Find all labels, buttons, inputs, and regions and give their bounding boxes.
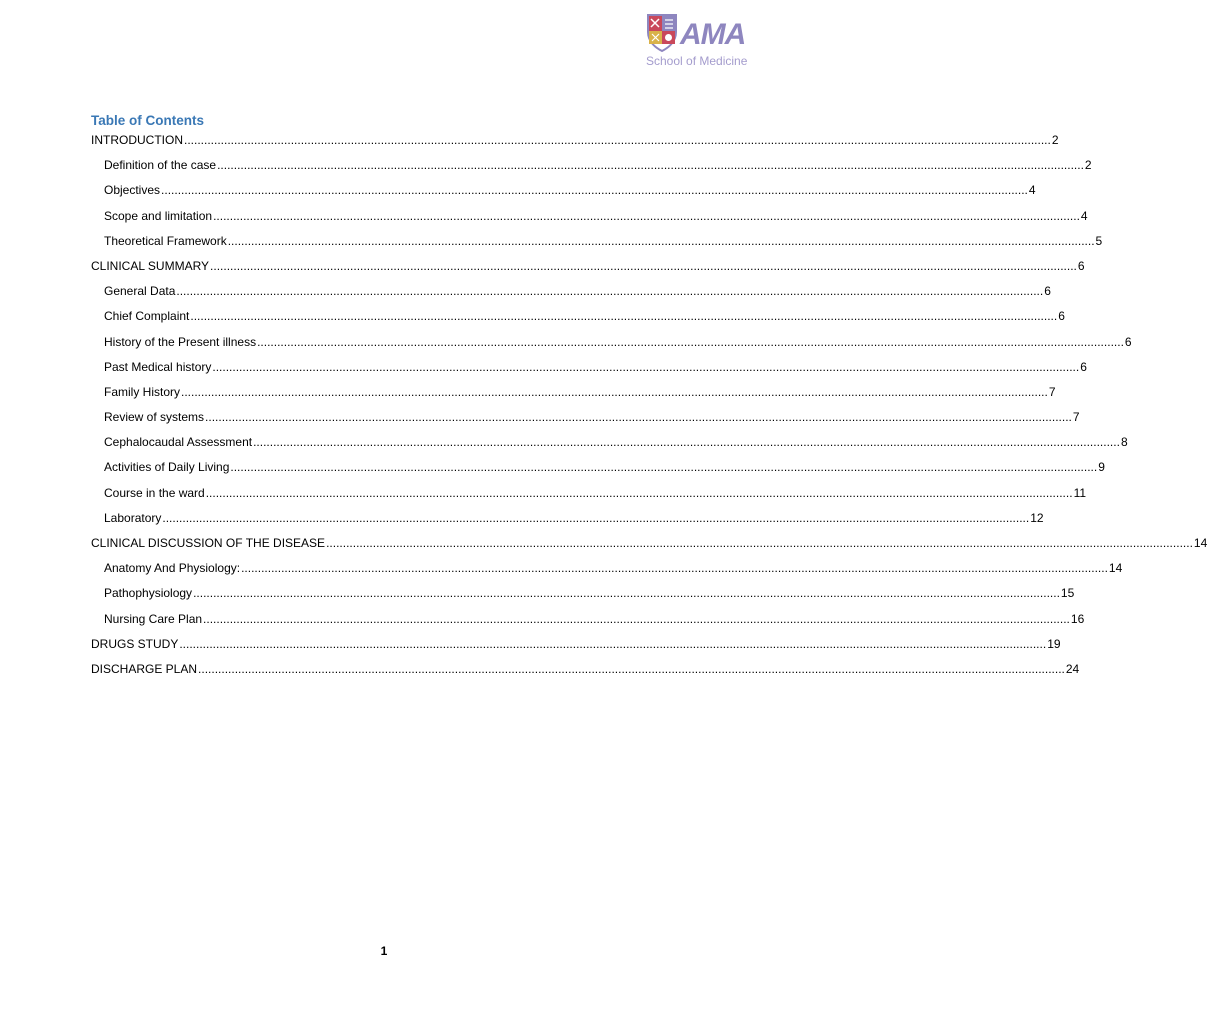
toc-entry-page: 9 [1098,460,1105,475]
toc-entry-page: 2 [1084,158,1092,173]
toc-entry-title: Definition of the case [104,158,217,173]
toc-entry-page: 14 [1193,536,1207,550]
toc-entry-page: 2 [1051,133,1059,147]
toc-entry[interactable] [91,583,1075,608]
toc-dot-leader: .................................................................................................................................................................................................................................................................... [205,485,1073,500]
toc-entry-title: CLINICAL SUMMARY [91,258,210,273]
toc-dot-leader: .................................................................................................................................................................................................................................................................... [227,233,1095,248]
page-number: 1 [380,944,388,958]
toc-entry-page: 6 [1124,334,1132,349]
toc-entry-page: 12 [1030,510,1044,525]
toc-entry-page: 6 [1080,359,1087,374]
toc-entry-page: 7 [1048,384,1056,399]
ama-logo [644,10,758,72]
toc-dot-leader: .................................................................................................................................................................................................................................................................... [193,586,1060,601]
toc-dot-leader: .................................................................................................................................................................................................................................................................... [179,636,1047,651]
toc-entry[interactable] [91,155,1092,180]
toc-dot-leader: .................................................................................................................................................................................................................................................................... [230,460,1098,475]
toc-dot-leader: .................................................................................................................................................................................................................................................................... [203,611,1070,626]
toc-entry-page: 5 [1095,233,1103,248]
toc-entry[interactable] [91,130,1059,155]
toc-entry-page: 6 [1077,258,1085,273]
toc-entry[interactable] [91,432,1128,457]
toc-entry-title: CLINICAL DISCUSSION OF THE DISEASE [91,536,326,550]
toc-entry[interactable] [91,483,1087,508]
toc-entry[interactable] [91,457,1105,482]
toc-list [91,130,1207,684]
toc-entry[interactable] [91,180,1036,205]
toc-entry-title: Objectives [104,183,161,198]
toc-entry[interactable] [91,659,1080,684]
toc-entry-title: Activities of Daily Living [104,460,230,475]
toc-entry-title: Cephalocaudal Assessment [104,435,253,450]
toc-entry-title: INTRODUCTION [91,133,183,147]
toc-title: Table of Contents [91,113,204,128]
shield-crest-icon [646,12,678,52]
toc-dot-leader: .................................................................................................................................................................................................................................................................... [217,158,1084,173]
toc-entry-page: 19 [1047,636,1061,651]
toc-entry-title: Course in the ward [104,485,205,500]
toc-entry-title: Chief Complaint [104,309,190,324]
toc-entry-page: 11 [1073,485,1087,500]
toc-dot-leader: .................................................................................................................................................................................................................................................................... [181,384,1048,399]
toc-dot-leader: .................................................................................................................................................................................................................................................................... [212,359,1080,374]
toc-entry-title: Family History [104,384,181,399]
toc-entry-page: 4 [1028,183,1036,198]
toc-entry-title: History of the Present illness [104,334,257,349]
toc-entry[interactable] [91,634,1061,659]
toc-entry-page: 24 [1065,661,1080,676]
toc-entry[interactable] [91,357,1087,382]
toc-dot-leader: .................................................................................................................................................................................................................................................................... [184,133,1051,147]
toc-entry[interactable] [91,508,1044,533]
toc-entry[interactable] [91,306,1065,331]
toc-entry-title: Theoretical Framework [104,233,227,248]
toc-entry-title: DISCHARGE PLAN [91,661,198,676]
logo-name: AMA [680,18,746,51]
toc-entry-title: Laboratory [104,510,162,525]
toc-dot-leader: .................................................................................................................................................................................................................................................................... [198,661,1065,676]
toc-entry[interactable] [91,332,1132,357]
toc-dot-leader: .................................................................................................................................................................................................................................................................... [213,208,1080,223]
toc-entry-page: 16 [1070,611,1085,626]
toc-entry-page: 14 [1108,561,1123,576]
toc-entry-title: Nursing Care Plan [104,611,203,626]
toc-entry-page: 15 [1060,586,1075,601]
toc-dot-leader: .................................................................................................................................................................................................................................................................... [205,410,1072,425]
toc-entry-page: 6 [1058,309,1065,324]
toc-dot-leader: .................................................................................................................................................................................................................................................................... [257,334,1124,349]
toc-entry[interactable] [91,609,1085,634]
toc-dot-leader: .................................................................................................................................................................................................................................................................... [210,258,1077,273]
toc-entry-title: Anatomy And Physiology: [104,561,241,576]
toc-dot-leader: .................................................................................................................................................................................................................................................................... [161,183,1028,198]
toc-dot-leader: .................................................................................................................................................................................................................................................................... [326,536,1193,550]
toc-entry-title: Review of systems [104,410,205,425]
toc-entry-page: 8 [1120,435,1128,450]
toc-entry[interactable] [91,533,1207,558]
toc-entry-title: General Data [104,284,176,299]
toc-entry[interactable] [91,558,1123,583]
toc-entry[interactable] [91,407,1080,432]
toc-entry[interactable] [91,256,1085,281]
toc-entry-title: Pathophysiology [104,586,193,601]
toc-entry-page: 7 [1072,410,1080,425]
toc-dot-leader: .................................................................................................................................................................................................................................................................... [176,284,1044,299]
toc-dot-leader: .................................................................................................................................................................................................................................................................... [241,561,1108,576]
toc-dot-leader: .................................................................................................................................................................................................................................................................... [190,309,1058,324]
toc-entry[interactable] [91,281,1051,306]
toc-entry[interactable] [91,382,1056,407]
toc-entry-page: 6 [1044,284,1051,299]
toc-entry-page: 4 [1080,208,1088,223]
toc-entry-title: DRUGS STUDY [91,636,179,651]
toc-entry-title: Past Medical history [104,359,212,374]
toc-dot-leader: .................................................................................................................................................................................................................................................................... [162,510,1030,525]
logo-subtitle: School of Medicine [646,54,748,68]
toc-entry[interactable] [91,231,1103,256]
toc-dot-leader: .................................................................................................................................................................................................................................................................... [253,435,1120,450]
toc-entry[interactable] [91,206,1088,231]
toc-entry-title: Scope and limitation [104,208,213,223]
